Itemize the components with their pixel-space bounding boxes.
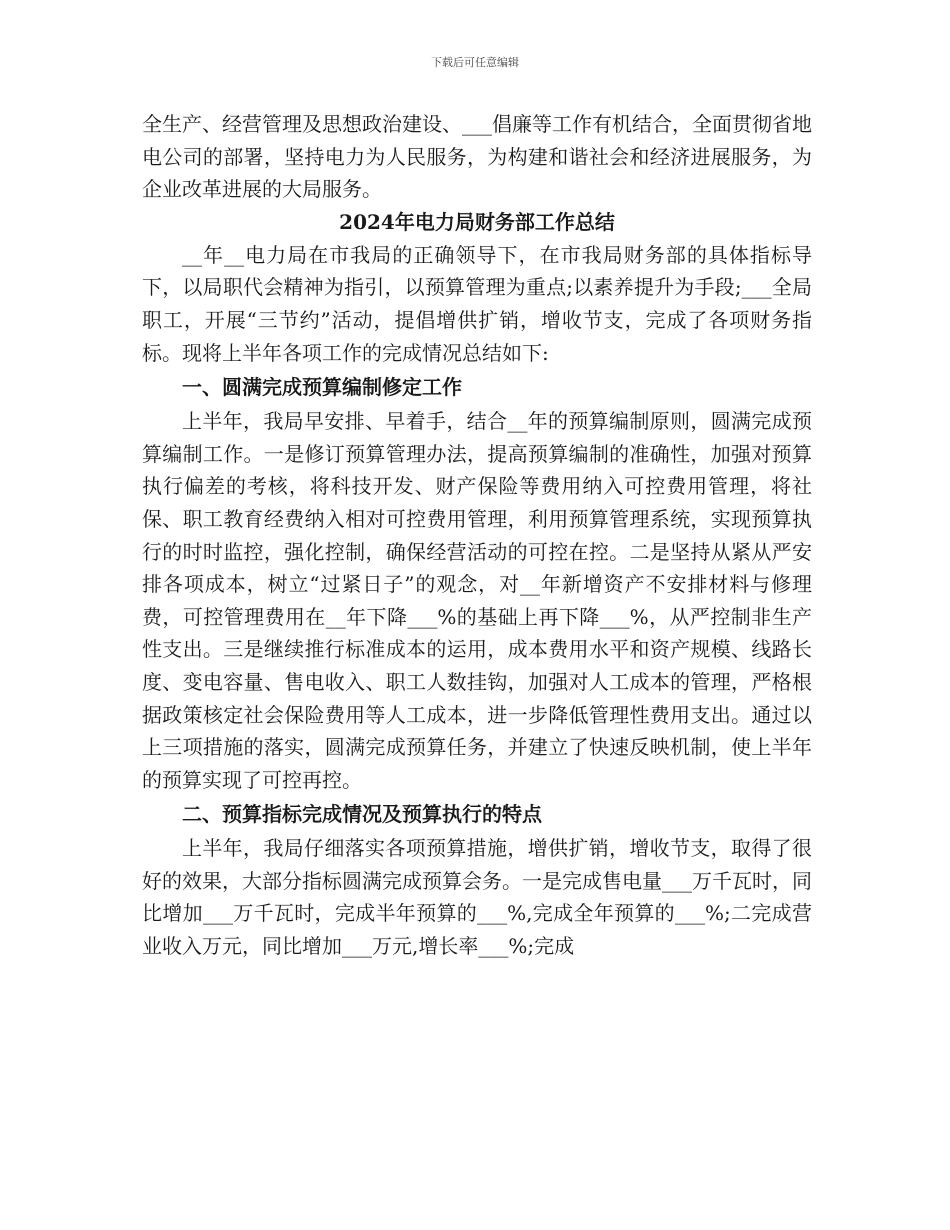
continuation-paragraph: 全生产、经营管理及思想政治建设、___倡廉等工作有机结合，全面贯彻省地电公司的部署，坚持电力为人民服务，为构建和谐社会和经济进展服务，为企业改革进展的大局服务。	[142, 112, 812, 202]
section-2-paragraph: 上半年，我局仔细落实各项预算措施，增供扩销，增收节支，取得了很好的效果，大部分指标圆满完成预算会务。一是完成售电量___万千瓦时，同比增加___万千瓦时，完成半年预算的___%,完成全年预算的___%;二完成营业收入万元，同比增加___万元,增长率___%;完成	[142, 836, 812, 959]
document-title: 2024年电力局财务部工作总结	[339, 209, 615, 234]
section-1-paragraph: 上半年，我局早安排、早着手，结合__年的预算编制原则，圆满完成预算编制工作。一是修订预算管理办法，提高预算编制的准确性，加强对预算执行偏差的考核，将科技开发、财产保险等费用纳入可控费用管理，将社保、职工教育经费纳入相对可控费用管理，利用预算管理系统，实现预算执行的时时监控，强化控制，确保经营活动的可控在控。二是坚持从紧从严安排各项成本，树立“过紧日子”的观念，对__年新增资产不安排材料与修理费，可控管理费用在__年下降___%的基础上再下降___%，从严控制非生产性支出。三是继续推行标准成本的运用，成本费用水平和资产规模、线路长度、变电容量、售电收入、职工人数挂钩，加强对人工成本的管理，严格根据政策核定社会保险费用等人工成本，进一步降低管理性费用支出。通过以上三项措施的落实，圆满完成预算任务，并建立了快速反映机制，使上半年的预算实现了可控再控。	[142, 409, 812, 792]
page-header: 下载后可任意编辑	[431, 56, 519, 69]
intro-paragraph: __年__电力局在市我局的正确领导下，在市我局财务部的具体指标导下，以局职代会精神为指引，以预算管理为重点;以素养提升为手段;___全局职工，开展“三节约”活动，提倡增供扩销，增收节支，完成了各项财务指标。现将上半年各项工作的完成情况总结如下:	[142, 242, 812, 365]
section-heading-1: 一、圆满完成预算编制修定工作	[182, 375, 462, 400]
document-body	[142, 108, 812, 963]
section-heading-2: 二、预算指标完成情况及预算执行的特点	[182, 802, 542, 827]
